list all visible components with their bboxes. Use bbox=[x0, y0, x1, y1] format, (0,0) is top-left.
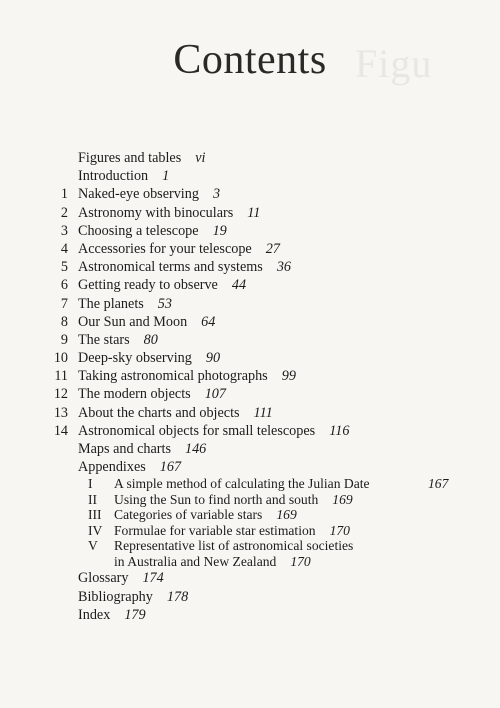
entry-title: Using the Sun to find north and south bbox=[114, 491, 319, 507]
entry-title: Figures and tables bbox=[78, 150, 182, 166]
entry-title: Choosing a telescope bbox=[78, 222, 199, 239]
toc-entry-maps bbox=[0, 440, 500, 458]
entry-page: 53 bbox=[157, 295, 172, 312]
toc-entry-appendixes bbox=[0, 458, 500, 476]
entry-page: 107 bbox=[204, 386, 226, 403]
entry-title: A simple method of calculating the Julian Date bbox=[114, 476, 370, 492]
chapter-number: 3 bbox=[60, 222, 68, 239]
chapter-number: 8 bbox=[60, 313, 68, 330]
toc-entry-figures bbox=[0, 149, 500, 167]
entry-page: 174 bbox=[142, 570, 164, 587]
entry-title: Appendixes bbox=[78, 459, 146, 476]
entry-page: 169 bbox=[332, 491, 353, 507]
appendix-numeral: I bbox=[88, 476, 93, 492]
toc-entry-chapter-7 bbox=[0, 295, 500, 313]
toc-entry-chapter-3 bbox=[0, 222, 500, 240]
chapter-number: 11 bbox=[54, 368, 68, 385]
chapter-number: 5 bbox=[60, 259, 68, 276]
entry-page: 170 bbox=[329, 522, 350, 538]
chapter-number: 4 bbox=[60, 240, 68, 257]
toc-entry-chapter-13 bbox=[0, 404, 500, 422]
toc-entry-chapter-14 bbox=[0, 422, 500, 440]
entry-title: Our Sun and Moon bbox=[78, 313, 188, 330]
entry-title: Index bbox=[78, 606, 111, 623]
entry-page: 44 bbox=[231, 277, 247, 294]
entry-page: 116 bbox=[329, 422, 350, 439]
entry-title: Deep-sky observing bbox=[78, 350, 192, 367]
chapter-number: 9 bbox=[60, 331, 68, 348]
entry-page: 80 bbox=[143, 331, 158, 348]
entry-title: Introduction bbox=[78, 168, 149, 185]
toc-entry-chapter-11 bbox=[0, 367, 500, 385]
entry-title: Naked-eye observing bbox=[78, 186, 199, 203]
appendix-entry-iii bbox=[0, 507, 500, 523]
chapter-number: 10 bbox=[53, 350, 68, 367]
entry-page: 170 bbox=[290, 553, 311, 569]
toc-entry-chapter-4 bbox=[0, 240, 500, 258]
entry-title: The modern objects bbox=[78, 386, 191, 403]
entry-page: 1 bbox=[162, 168, 170, 185]
entry-page: vi bbox=[195, 150, 206, 166]
chapter-number: 13 bbox=[53, 404, 68, 421]
entry-page: 167 bbox=[428, 476, 449, 492]
entry-title: in Australia and New Zealand bbox=[114, 553, 277, 569]
entry-title: About the charts and objects bbox=[78, 404, 240, 421]
toc-entry-chapter-2 bbox=[0, 204, 500, 222]
entry-title: Taking astronomical photographs bbox=[78, 368, 268, 385]
toc-entry-chapter-8 bbox=[0, 313, 500, 331]
entry-title: Astronomy with binoculars bbox=[78, 204, 234, 221]
entry-page: 64 bbox=[201, 313, 216, 330]
appendix-entry-ii bbox=[0, 492, 500, 508]
entry-page: 179 bbox=[124, 606, 146, 623]
entry-title: Getting ready to observe bbox=[78, 277, 218, 294]
entry-page: 99 bbox=[281, 368, 296, 385]
toc-entry-glossary bbox=[0, 569, 500, 587]
entry-title: The planets bbox=[78, 295, 144, 312]
entry-title: Astronomical terms and systems bbox=[78, 259, 263, 276]
appendix-numeral: IV bbox=[88, 522, 103, 538]
chapter-number: 7 bbox=[60, 295, 68, 312]
chapter-number: 6 bbox=[60, 277, 68, 294]
entry-page: 27 bbox=[265, 240, 280, 257]
page-title: Contents bbox=[173, 37, 327, 83]
appendix-entry-v bbox=[0, 538, 500, 554]
entry-page: 146 bbox=[184, 441, 207, 457]
entry-title: Representative list of astronomical societies bbox=[114, 538, 354, 554]
appendix-entry-v-continuation bbox=[0, 554, 500, 570]
entry-page: 11 bbox=[247, 204, 261, 221]
toc-entry-introduction bbox=[0, 167, 500, 185]
appendix-numeral: II bbox=[88, 491, 98, 507]
entry-title: Astronomical objects for small telescopes bbox=[78, 422, 316, 439]
appendix-entry-i bbox=[0, 476, 500, 492]
toc-entry-bibliography bbox=[0, 588, 500, 606]
table-of-contents bbox=[0, 149, 500, 624]
entry-title: Accessories for your telescope bbox=[78, 240, 252, 257]
toc-entry-chapter-12 bbox=[0, 385, 500, 403]
entry-title: Formulae for variable star estimation bbox=[114, 522, 316, 538]
appendix-entry-iv bbox=[0, 523, 500, 539]
entry-title: Bibliography bbox=[78, 588, 153, 605]
entry-title: Categories of variable stars bbox=[114, 507, 263, 523]
toc-entry-chapter-5 bbox=[0, 258, 500, 276]
appendix-numeral: III bbox=[88, 507, 102, 523]
entry-page: 19 bbox=[212, 222, 227, 239]
chapter-number: 2 bbox=[60, 204, 68, 221]
entry-page: 111 bbox=[253, 404, 273, 421]
entry-page: 3 bbox=[212, 186, 221, 203]
entry-page: 178 bbox=[166, 588, 189, 605]
entry-page: 167 bbox=[159, 459, 182, 476]
entry-page: 90 bbox=[205, 350, 221, 367]
toc-entry-chapter-10 bbox=[0, 349, 500, 367]
toc-entry-chapter-1 bbox=[0, 185, 500, 203]
entry-title: The stars bbox=[78, 331, 130, 348]
entry-title: Maps and charts bbox=[78, 441, 171, 457]
toc-entry-chapter-9 bbox=[0, 331, 500, 349]
appendix-numeral: V bbox=[88, 538, 98, 554]
chapter-number: 1 bbox=[60, 186, 68, 203]
toc-entry-chapter-6 bbox=[0, 276, 500, 294]
entry-page: 36 bbox=[276, 259, 291, 276]
entry-page: 169 bbox=[276, 507, 297, 523]
entry-title: Glossary bbox=[78, 570, 129, 587]
chapter-number: 12 bbox=[53, 386, 68, 403]
toc-entry-index bbox=[0, 606, 500, 624]
bleed-through-text: Figu bbox=[355, 41, 433, 86]
chapter-number: 14 bbox=[53, 422, 68, 439]
